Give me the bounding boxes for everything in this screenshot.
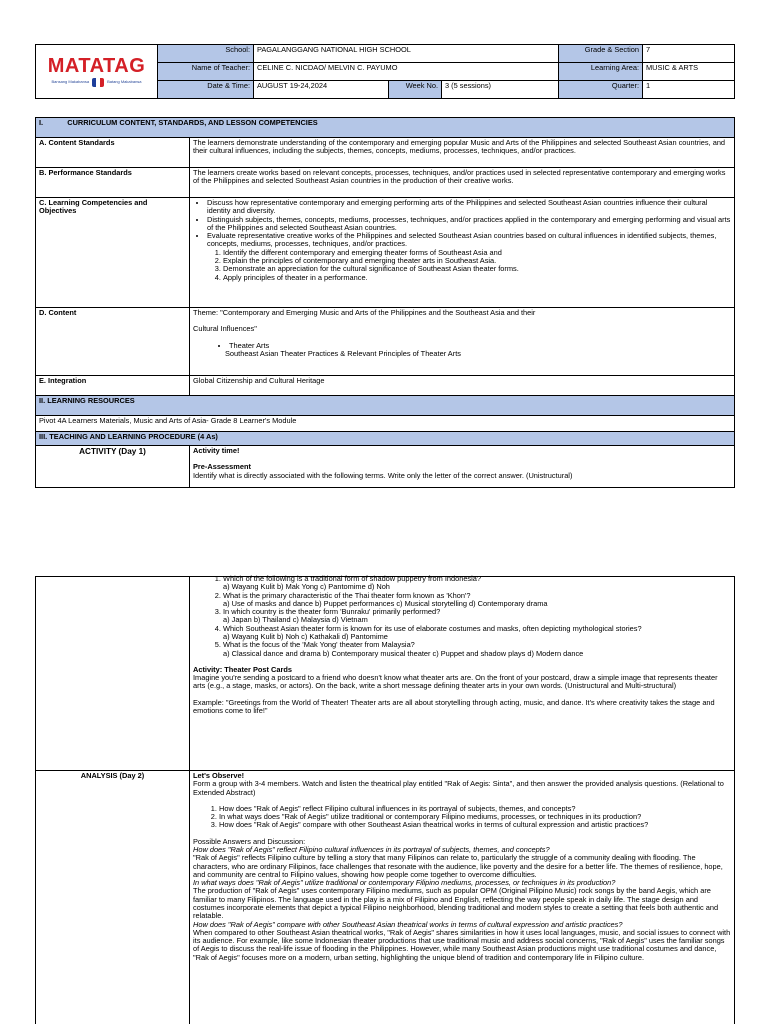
answer-1-question: How does "Rak of Aegis" reflect Filipino cultural influences in its portrayal of subjects, themes, and concepts? <box>193 844 550 854</box>
logo-tagline-right: Batang Makabansa <box>107 79 142 85</box>
analysis-day2-cell <box>190 771 735 1024</box>
competencies-label: C. Learning Competencies and Objectives <box>36 198 190 308</box>
question-text: Which Southeast Asian theater form is known for its use of elaborate costumes and masks, often depicting mythological stories? <box>223 623 642 633</box>
postcard-example: Example: "Greetings from the World of Theater! Theater arts are all about storytelling through acting, music, and dance. It's where creativity takes the stage and emotions come to life!" <box>193 697 715 715</box>
resources-text: Pivot 4A Learners Materials, Music and Arts of Asia- Grade 8 Learner's Module <box>36 416 735 432</box>
observe-text: Form a group with 3-4 members. Watch and listen the theatrical play entitled "Rak of Aegis: Sinta", and then answer the provided analysis questions. (Relational to Extended Abstract) <box>193 779 724 797</box>
lesson-table-continued <box>35 576 735 1024</box>
activity-day1-label: ACTIVITY (Day 1) <box>36 446 190 488</box>
content-cell <box>190 308 735 376</box>
question-item <box>223 641 731 658</box>
school-value: PAGALANGGANG NATIONAL HIGH SCHOOL <box>254 45 559 63</box>
logo-text: MATATAG <box>47 55 146 77</box>
content-standards-label: A. Content Standards <box>36 138 190 168</box>
lesson-table <box>35 117 735 488</box>
quarter-label: Quarter: <box>559 81 643 99</box>
question-choices: a) Wayang Kulit b) Mak Yong c) Pantomime d) Noh <box>223 582 390 592</box>
objective-item: 1. Identify the different contemporary and emerging theater forms of Southeast Asia and <box>223 249 731 257</box>
grade-label: Grade & Section <box>559 45 643 63</box>
date-value: AUGUST 19-24,2024 <box>254 81 389 99</box>
section-3-header: III. TEACHING AND LEARNING PROCEDURE (4 As) <box>36 432 735 446</box>
grade-value: 7 <box>643 45 735 63</box>
content-theme-line-2: Cultural Influences" <box>193 324 257 334</box>
objective-item: 4. Apply principles of theater in a performance. <box>223 274 731 282</box>
integration-text: Global Citizenship and Cultural Heritage <box>190 376 735 396</box>
competency-item: • Discuss how representative contemporary and emerging performing arts of the Philippines and selected Southeast Asian countries influence their cultural identity and diversity. <box>207 199 731 216</box>
competencies-list <box>193 199 731 249</box>
analysis-day2-label: ANALYSIS (Day 2) <box>36 771 190 1024</box>
answer-2-text: The production of "Rak of Aegis" uses contemporary Filipino mediums, such as popular OPM (Original Pilipino Music) rock songs by the band Aegis, which are familiar to many Filipinos. The language used in the play is a mix of Filipino and English, reflecting the way people speak in daily life. The stage design and costumes incorporate elements that depict a typical Filipino neighborhood, blending traditional and modern styles to create a setting that feels both authentic and relatable. <box>193 886 719 921</box>
section-1-number: I. <box>39 118 44 127</box>
competencies-cell <box>190 198 735 308</box>
question-text: What is the primary characteristic of the Thai theater form known as 'Khon'? <box>223 590 471 600</box>
activity-time: Activity time! <box>193 446 240 455</box>
activity-continued-cell <box>190 574 735 771</box>
question-item <box>223 575 731 592</box>
observe-title: Let's Observe! <box>193 771 245 780</box>
postcard-text: Imagine you're sending a postcard to a friend who doesn't know what theater arts are. On the front of your postcard, draw a simple image that represents theater arts (e.g., a stage, masks, or actors). On the back, write a short message defining theater arts in your own words. (Unistructural and Multi-structural) <box>193 673 718 691</box>
question-item <box>223 608 731 625</box>
integration-label: E. Integration <box>36 376 190 396</box>
answer-1-text: "Rak of Aegis" reflects Filipino culture by telling a story that many Filipinos can relate to, particularly the struggle of a community dealing with flooding. The characters, who are ordinary Filipinos, face challenges that resonate with the audience, like poverty and the desire for a better life. The themes of resilience, hope, and community are central to Filipino values, showing how people come together to overcome difficulties. <box>193 853 723 879</box>
answer-2-question: In what ways does "Rak of Aegis" utilize traditional or contemporary Filipino mediums, processes, or techniques in its production? <box>193 878 616 888</box>
pre-assessment-questions <box>193 575 731 658</box>
content-sub: Southeast Asian Theater Practices & Relevant Principles of Theater Arts <box>225 348 461 358</box>
school-label: School: <box>158 45 254 63</box>
pre-assessment-instructions: Identify what is directly associated with the following terms. Write only the letter of the correct answer. (Unistructural) <box>193 470 573 480</box>
logo-tagline <box>39 78 154 87</box>
content-label: D. Content <box>36 308 190 376</box>
question-item <box>223 592 731 609</box>
question-choices: a) Wayang Kulit b) Noh c) Kathakali d) Pantomime <box>223 631 388 641</box>
content-standards-text: The learners demonstrate understanding of the contemporary and emerging popular Music and Arts of the Philippines and selected Southeast Asian countries, and their cultural influences, including the subjects, themes, concepts, mediums, processes, techniques, and/or practices. <box>190 138 735 168</box>
teacher-label: Name of Teacher: <box>158 63 254 81</box>
competency-item: • Evaluate representative creative works of the Philippines and selected Southeast Asian countries based on cultural influences in identified subjects, themes, concepts, mediums, processes, techniques, and/or practices. <box>207 232 731 249</box>
objectives-list <box>193 249 731 282</box>
analysis-question: 2. In what ways does "Rak of Aegis" utilize traditional or contemporary Filipino mediums, processes, or techniques in its production? <box>219 813 731 821</box>
week-value: 3 (5 sessions) <box>442 81 559 99</box>
objective-item: 2. Explain the principles of contemporary and emerging theater arts in Southeast Asia. <box>223 257 731 265</box>
section-1-header <box>36 118 735 138</box>
quarter-value: 1 <box>643 81 735 99</box>
performance-standards-text: The learners create works based on relevant concepts, processes, techniques, and/or practices used in selected representative contemporary and emerging works of the Philippines and selected Southeast Asian countries in the production of their creative works. <box>190 168 735 198</box>
header-table <box>35 44 735 99</box>
teacher-value: CELINE C. NICDAO/ MELVIN C. PAYUMO <box>254 63 559 81</box>
matatag-logo <box>36 45 158 99</box>
content-theme-line-1: Theme: "Contemporary and Emerging Music and Arts of the Philippines and the Southeast Asia and their <box>193 308 536 317</box>
area-value: MUSIC & ARTS <box>643 63 735 81</box>
possible-answers-title: Possible Answers and Discussion: <box>193 836 306 846</box>
postcard-title: Activity: Theater Post Cards <box>193 664 292 674</box>
performance-standards-label: B. Performance Standards <box>36 168 190 198</box>
activity-continued-label <box>36 577 190 771</box>
question-choices: a) Classical dance and drama b) Contemporary musical theater c) Puppet and shadow plays d) Modern dance <box>223 648 584 658</box>
question-text: In which country is the theater form 'Bunraku' primarily performed? <box>223 607 441 617</box>
analysis-question: 1. How does "Rak of Aegis" reflect Filipino cultural influences in its portrayal of subjects, themes, and concepts? <box>219 805 731 813</box>
analysis-question: 3. How does "Rak of Aegis" compare with other Southeast Asian theatrical works in terms of cultural expression and artistic practices? <box>219 821 731 829</box>
answer-3-question: How does "Rak of Aegis" compare with other Southeast Asian theatrical works in terms of cultural expression and artistic practices? <box>193 919 623 929</box>
page-2 <box>0 576 768 1024</box>
content-bullet-theater-arts: • Theater Arts <box>229 342 731 350</box>
activity-day1-cell <box>190 446 735 488</box>
answer-3-text: When compared to other Southeast Asian theatrical works, "Rak of Aegis" shares similarities in how it uses local languages, music, and social issues to connect with its audience. For example, like some Indonesian theater productions that use traditional music and address social concerns, "Rak of Aegis" uses the familiar songs of Aegis to discuss the real-life issue of flooding in the Philippines. However, while many Southeast Asian productions might use traditional costumes and dance, "Rak of Aegis" focuses more on a modern, urban setting, highlighting the unique blend of tradition and contemporary life in Filipino culture. <box>193 927 731 962</box>
logo-tagline-left: Bansang Makabansa <box>51 79 90 85</box>
objective-item: 3. Demonstrate an appreciation for the cultural significance of Southeast Asian theater forms. <box>223 265 731 273</box>
date-label: Date & Time: <box>158 81 254 99</box>
question-choices: a) Japan b) Thailand c) Malaysia d) Vietnam <box>223 615 368 625</box>
question-choices: a) Use of masks and dance b) Puppet performances c) Musical storytelling d) Contemporary drama <box>223 598 548 608</box>
section-1-title: CURRICULUM CONTENT, STANDARDS, AND LESSON COMPETENCIES <box>67 118 318 127</box>
area-label: Learning Area: <box>559 63 643 81</box>
flag-icon <box>92 78 104 87</box>
question-text: What is the focus of the 'Mak Yong' theater from Malaysia? <box>223 640 415 650</box>
pre-assessment-title: Pre-Assessment <box>193 462 251 472</box>
week-label: Week No. <box>389 81 442 99</box>
section-2-header: II. LEARNING RESOURCES <box>36 396 735 416</box>
competency-item: • Distinguish subjects, themes, concepts, mediums, processes, techniques, and/or practices applied in the contemporary and emerging performing and visual arts of the Philippines and selected Southeast Asian countries. <box>207 216 731 233</box>
analysis-questions <box>193 805 731 830</box>
question-text: Which of the following is a traditional form of shadow puppetry from Indonesia? <box>223 574 481 583</box>
question-item <box>223 625 731 642</box>
